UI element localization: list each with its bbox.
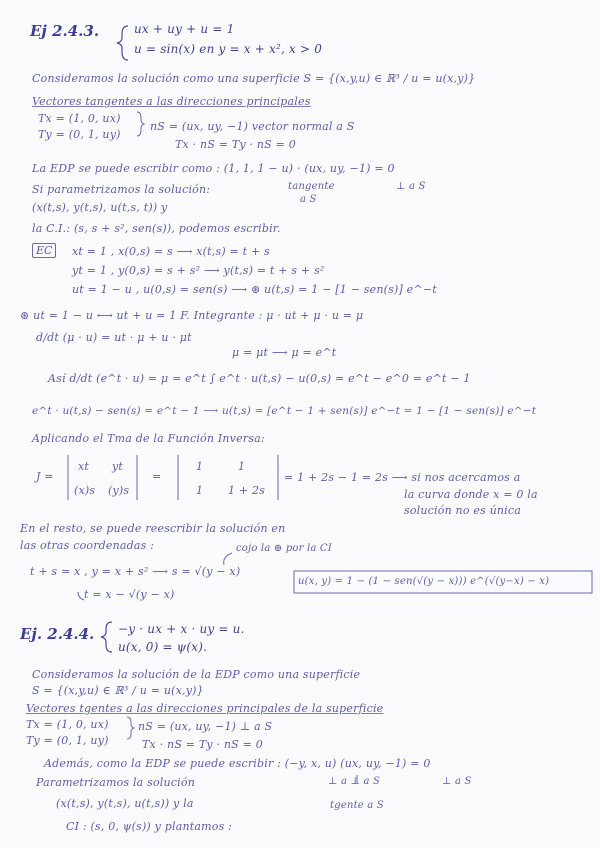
final-solution: u(x, y) = 1 − (1 − sen(√(y − x))) e^(√(y−x) − x) [298,576,550,587]
text-line: t = x − √(y − x) [84,588,175,601]
system-brace-2 [101,622,112,652]
jacobian-equals: = [152,470,162,483]
jacobian-entry: xt [78,460,90,473]
characteristic-eq: yt = 1 , y(0,s) = s + s² ⟶ y(t,s) = t + s + s² [72,264,325,277]
text-line: Si parametrizamos la solución: [32,183,211,196]
text-line: La EDP se puede escribir como : (1, 1, 1 − u) · (ux, uy, −1) = 0 [32,162,395,175]
section-heading: Vectores tangentes a las direcciones principales [32,95,311,108]
jacobian-note: la curva donde x = 0 la [404,488,538,501]
tangent-vector-y: Ty = (0, 1, uy) [26,734,109,747]
jacobian-entry: yt [112,460,124,473]
annotation: ⊥ a S [396,181,426,192]
normal-vector: nS = (ux, uy, −1) vector normal a S [150,120,355,133]
text-line: las otras coordenadas : [20,539,155,552]
text-line: Parametrizamos la solución [36,776,195,789]
text-line: Consideramos la solución de la EDP como una superficie [32,668,361,681]
orthogonality: Tx · nS = Ty · nS = 0 [142,738,263,751]
text-line: Además, como la EDP se puede escribir : (−y, x, u) (ux, uy, −1) = 0 [44,757,431,770]
text-line: t + s = x , y = x + s² ⟶ s = √(y − x) [30,565,241,578]
normal-vector: nS = (ux, uy, −1) ⊥ a S [138,720,273,733]
text-line: CI : (s, 0, ψ(s)) y plantamos : [66,820,233,833]
jacobian-entry: 1 + 2s [228,484,266,497]
jacobian-entry: 1 [196,460,204,473]
jacobian-entry: (y)s [108,484,130,497]
annotation: ⊥ a ⊥ a S [328,776,381,787]
jacobian-result: = 1 + 2s − 1 = 2s ⟶ si nos acercamos a [284,471,521,484]
tangent-vector-y: Ty = (0, 1, uy) [38,128,121,141]
text-line: ⊛ ut = 1 − u ⟷ ut + u = 1 F. Integrante : μ · ut + μ · u = μ [20,309,364,322]
note-arrow [224,553,232,565]
annotation: cojo la ⊕ por la CI [236,543,332,554]
annotation: tgente a S [330,800,384,811]
vector-brace-2 [127,717,134,739]
orthogonality: Tx · nS = Ty · nS = 0 [175,138,296,151]
jacobian-note: solución no es única [404,504,522,517]
system-brace-1 [117,26,128,60]
tangent-vector-x: Tx = (1, 0, ux) [38,112,121,125]
text-line: S = {(x,y,u) ∈ ℝ³ / u = u(x,y)} [32,684,204,697]
text-line: (x(t,s), y(t,s), u(t,s, t)) y [32,201,168,214]
system-condition: u = sin(x) en y = x + x², x > 0 [134,42,323,56]
text-line: μ = μt ⟶ μ = e^t [232,346,337,359]
characteristic-eq: xt = 1 , x(0,s) = s ⟶ x(t,s) = t + s [72,245,270,258]
annotation: ⊥ a S [442,776,472,787]
tangent-vector-x: Tx = (1, 0, ux) [26,718,109,731]
section-heading: Vectores tgentes a las direcciones principales de la superficie [26,702,384,715]
vector-brace-1 [137,112,144,136]
text-line: (x(t,s), y(t,s), u(t,s)) y la [56,797,194,810]
system-condition: u(x, 0) = ψ(x). [118,640,208,654]
jacobian-entry: (x)s [74,484,96,497]
system-equation: ux + uy + u = 1 [134,22,235,36]
text-line: Aplicando el Tma de la Función Inversa: [32,432,265,445]
jacobian-entry: 1 [238,460,246,473]
text-line: e^t · u(t,s) − sen(s) = e^t − 1 ⟶ u(t,s) = [e^t − 1 + sen(s)] e^−t = 1 − [1 − sen(s)] e^−t [32,405,537,417]
text-line: d/dt (μ · u) = ut · μ + u · μt [36,331,192,344]
annotation: a S [300,194,317,205]
characteristic-eq: ut = 1 − u , u(0,s) = sen(s) ⟶ ⊛ u(t,s) = 1 − [1 − sen(s)] e^−t [72,283,437,296]
exercise-title: Ej 2.4.3. [30,22,100,40]
jacobian-label: J = [36,470,54,483]
system-equation: −y · ux + x · uy = u. [118,622,245,636]
jacobian-entry: 1 [196,484,204,497]
ec-label: EC [32,243,56,258]
text-line: En el resto, se puede reescribir la solución en [20,522,286,535]
annotation: tangente [288,181,335,192]
text-line: Consideramos la solución como una superficie S = {(x,y,u) ∈ ℝ³ / u = u(x,y)} [32,72,476,85]
text-line: Así d/dt (e^t · u) = μ = e^t ∫ e^t · u(t,s) − u(0,s) = e^t − e^0 = e^t − 1 [48,372,471,385]
exercise-title: Ej. 2.4.4. [20,625,95,643]
text-line: la C.I.: (s, s + s², sen(s)), podemos escribir. [32,222,281,235]
